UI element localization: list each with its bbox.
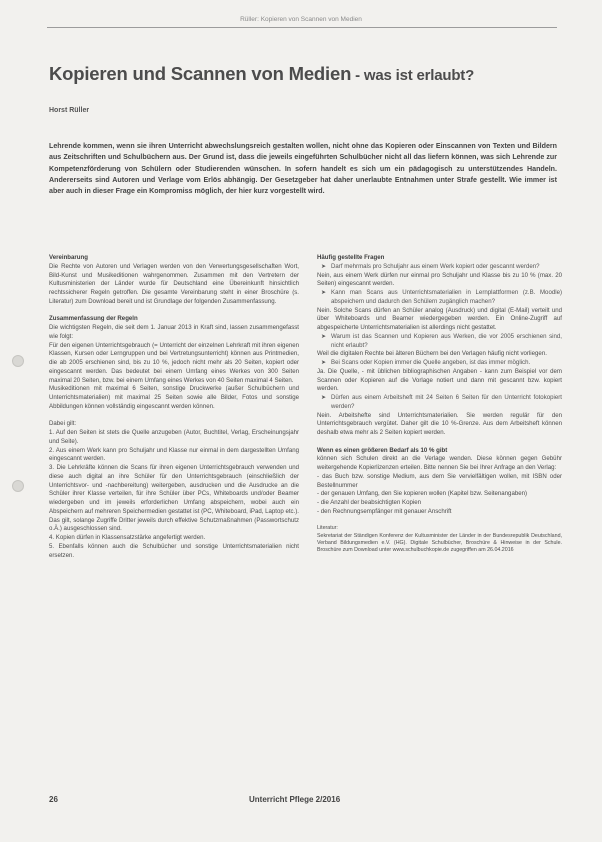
arrow-bullet-icon: ➤ <box>321 262 327 270</box>
faq-question <box>317 333 562 351</box>
header-rule <box>47 27 557 28</box>
arrow-bullet-icon: ➤ <box>321 332 327 340</box>
section-heading: Zusammenfassung der Regeln <box>49 315 138 323</box>
lead-paragraph: Lehrende kommen, wenn sie ihren Unterricht abwechslungsreich gestalten wollen, nicht ohne das Kopieren oder Einscannen von Texten und Bildern aus Zeitschriften und Schulbüchern aus. Der Grund ist, dass die jeweils eingeführten Schulbücher nicht all das liefern können, was sich Lehrende zur Kompetenzförderung von Schülern oder Studierenden wünschen. In sofern handelt es sich um ein pädagogisch zu unterstützendes Handeln. Andererseits sind Autoren und Verlage vom Erlös abhängig. Der Gesetzgeber hat daher unerlaubte Entnahmen unter Strafe gestellt. Wie immer ist aber auch in dieser Frage ein Kompromiss möglich, der hier kurz vorgestellt wird. <box>49 142 557 196</box>
paragraph: - den Rechnungsempfänger mit genauer Anschrift <box>317 507 452 515</box>
paragraph-gap <box>49 412 299 421</box>
paragraph: Für den eigenen Unterrichtsgebrauch (= Unterricht der einzelnen Lehrkraft mit ihren eigenen Klassen, Kursen oder Lerngruppen und bei Vertretungsunterricht) können aus Printmedien, die ab 2005 erschienen sind, bis zu 10 %, jedoch nicht mehr als 20 Seiten, kopiert oder eingescannt werden. Das bedeutet bei einem Umfang eines Werkes von 300 Seiten maximal 20 Seiten, bzw. bei einem Umfang eines Werkes von 40 Seiten maximal 4 Seiten. <box>49 341 299 384</box>
paragraph: - das Buch bzw. sonstige Medium, aus dem Sie vervielfältigen wollen, mit ISBN oder Bestellnummer <box>317 472 562 489</box>
paragraph: 3. Die Lehrkräfte können die Scans für ihren eigenen Unterrichtsgebrauch verwenden und diese auch digital an ihre Schüler für den Unterrichtsgebrauch (einschließlich der Unterrichtsvor- und -nachbereitung) weitergeben, ausdrucken und die Ausdrucke an die Schüler ihrer Klasse verteilen, für ihre Schüler über PCs, Whiteboards und/oder Beamer wiedergeben und im jeweils erforderlichen Umfang abspeichern, wobei auch ein Abspeichern auf mehreren Speichermedien gestattet ist (PC, Whiteboard, iPad, Laptop etc.). Das gilt, solange Zugriffe Dritter jeweils durch effektive Schutzmaßnahmen (Passwortschutz o.Ä.) ausgeschlossen sind. <box>49 464 299 533</box>
magazine-issue: Unterricht Pflege 2/2016 <box>249 795 341 804</box>
paragraph-gap <box>49 307 299 316</box>
paragraph: Weil die digitalen Rechte bei älteren Büchern bei den Verlagen häufig nicht vorliegen. <box>317 350 547 358</box>
paragraph: 1. Auf den Seiten ist stets die Quelle anzugeben (Autor, Buchtitel, Verlag, Erscheinungsjahr und Seite). <box>49 429 299 445</box>
page-footer <box>49 795 557 807</box>
faq-question-text: Darf mehrmals pro Schuljahr aus einem Werk kopiert oder gescannt werden? <box>331 262 540 270</box>
arrow-bullet-icon: ➤ <box>321 289 327 296</box>
paragraph-gap <box>317 517 562 526</box>
section-heading: Wenn es einen größeren Bedarf als 10 % gibt <box>317 446 448 454</box>
punch-hole <box>12 355 24 367</box>
page-number: 26 <box>49 795 58 804</box>
author: Horst Rüller <box>49 107 90 114</box>
faq-question <box>317 359 562 368</box>
faq-question-text: Kann man Scans aus Unterrichtsmaterialien in Lernplattformen (z.B. Moodle) abspeichern und dadurch den Schülern zugänglich machen? <box>331 289 562 305</box>
article-title <box>49 63 569 85</box>
faq-question-text: Dürfen aus einem Arbeitsheft mit 24 Seiten 6 Seiten für den Unterricht fotokopiert werden? <box>331 394 562 410</box>
punch-hole <box>12 480 24 492</box>
literature-entry: Sekretariat der Ständigen Konferenz der Kultusminister der Länder in der Bundesrepublik Deutschland, Verband Bildungsmedien e.V. (HG). Digitale Schulbücher, Broschüre & Hinweise in der Schule. Broschüre zum Download unter www.schulbuchkopie.de zugegriffen am 26.04.2016 <box>317 532 562 554</box>
faq-question <box>317 394 562 412</box>
title-suffix: - was ist erlaubt? <box>351 67 475 84</box>
right-column <box>317 254 562 554</box>
paragraph: können sich Schulen direkt an die Verlage wenden. Diese können gegen Gebühr weitergehende Kopierlizenzen erteilen. Bitte nennen Sie bei Ihrer Anfrage an den Verlag: <box>317 455 562 471</box>
section-heading: Häufig gestellte Fragen <box>317 254 385 261</box>
title-main: Kopieren und Scannen von Medien <box>49 63 352 84</box>
paragraph: Ja. Die Quelle, - mit üblichen bibliographischen Angaben - kann zum Beispiel vor dem Scannen oder Kopieren auf die Vorlage notiert und dann mit gescannt bzw. kopiert werden. <box>317 367 562 393</box>
paragraph-gap <box>317 438 562 447</box>
faq-question-text: Bei Scans oder Kopien immer die Quelle angeben, ist das immer möglich. <box>331 359 531 366</box>
arrow-bullet-icon: ➤ <box>321 359 327 366</box>
faq-question <box>317 263 562 272</box>
paragraph: Musikeditionen mit maximal 6 Seiten, sonstige Druckwerke (außer Schulbüchern und Unterrichtsmaterialien) mit maximal 25 Seiten sowie alle Bilder, Fotos und sonstige Abbildungen können vollständig eingescannt werden können. <box>49 385 299 410</box>
paragraph: Nein, aus einem Werk dürfen nur einmal pro Schuljahr und Klasse bis zu 10 % (max. 20 Seiten) eingescannt werden. <box>317 271 562 288</box>
paragraph: Nein. Solche Scans dürfen an Schüler analog (Ausdruck) und digital (E-Mail) verteilt und über Whiteboards und Beamer wiedergegeben werden. Ein Online-Zugriff auf abgespeicherte Unterrichtsmaterialien ist allerdings nicht gestattet. <box>317 306 562 331</box>
running-header: Rüller: Kopieren von Scannen von Medien <box>240 16 362 23</box>
faq-question-text: Warum ist das Scannen und Kopieren aus Werken, die vor 2005 erschienen sind, nicht erlaubt? <box>331 332 562 349</box>
left-column <box>49 254 299 560</box>
paragraph: 4. Kopien dürfen in Klassensatzstärke angefertigt werden. <box>49 534 206 541</box>
section-heading: Vereinbarung <box>49 254 88 261</box>
paragraph: Die wichtigsten Regeln, die seit dem 1. Januar 2013 in Kraft sind, lassen zusammengefasst wie folgt: <box>49 324 299 340</box>
paragraph: 2. Aus einem Werk kann pro Schuljahr und Klasse nur einmal in dem dargestellten Umfang eingescannt werden. <box>49 446 299 463</box>
faq-question <box>317 289 562 307</box>
paragraph: - der genauen Umfang, den Sie kopieren wollen (Kapitel bzw. Seitenangaben) <box>317 490 528 498</box>
paragraph: - die Anzahl der beabsichtigten Kopien <box>317 499 422 506</box>
arrow-bullet-icon: ➤ <box>321 394 327 401</box>
paragraph: Dabei gilt: <box>49 420 77 428</box>
paragraph: Die Rechte von Autoren und Verlagen werden von den Verwertungsgesellschaften Wort, Bild-Kunst und Musikeditionen wahrgenommen. Zusammen mit den Vertretern der Kultusministerien der Länder wurde für Deutschland eine Übereinkunft hinsichtlich rechtssicherer Regeln getroffen. Die gesamte Vereinbarung steht in einer Broschüre (s. Literatur) zum Download bereit und ist Grundlage der folgenden Zusammenfassung. <box>49 262 299 305</box>
paragraph: Nein. Arbeitshefte sind Unterrichtsmaterialien. Sie werden regulär für den Unterrichtsgebrauch vergütet. Daher gilt die 10 %-Grenze. Aus dem Arbeitsheft können deshalb etwa mehr als 2 Seiten kopiert werden. <box>317 411 562 436</box>
paragraph: 5. Ebenfalls können auch die Schulbücher und sonstige Unterrichtsmaterialien nicht ersetzen. <box>49 542 299 559</box>
literature-entry: Literatur: <box>317 525 338 532</box>
